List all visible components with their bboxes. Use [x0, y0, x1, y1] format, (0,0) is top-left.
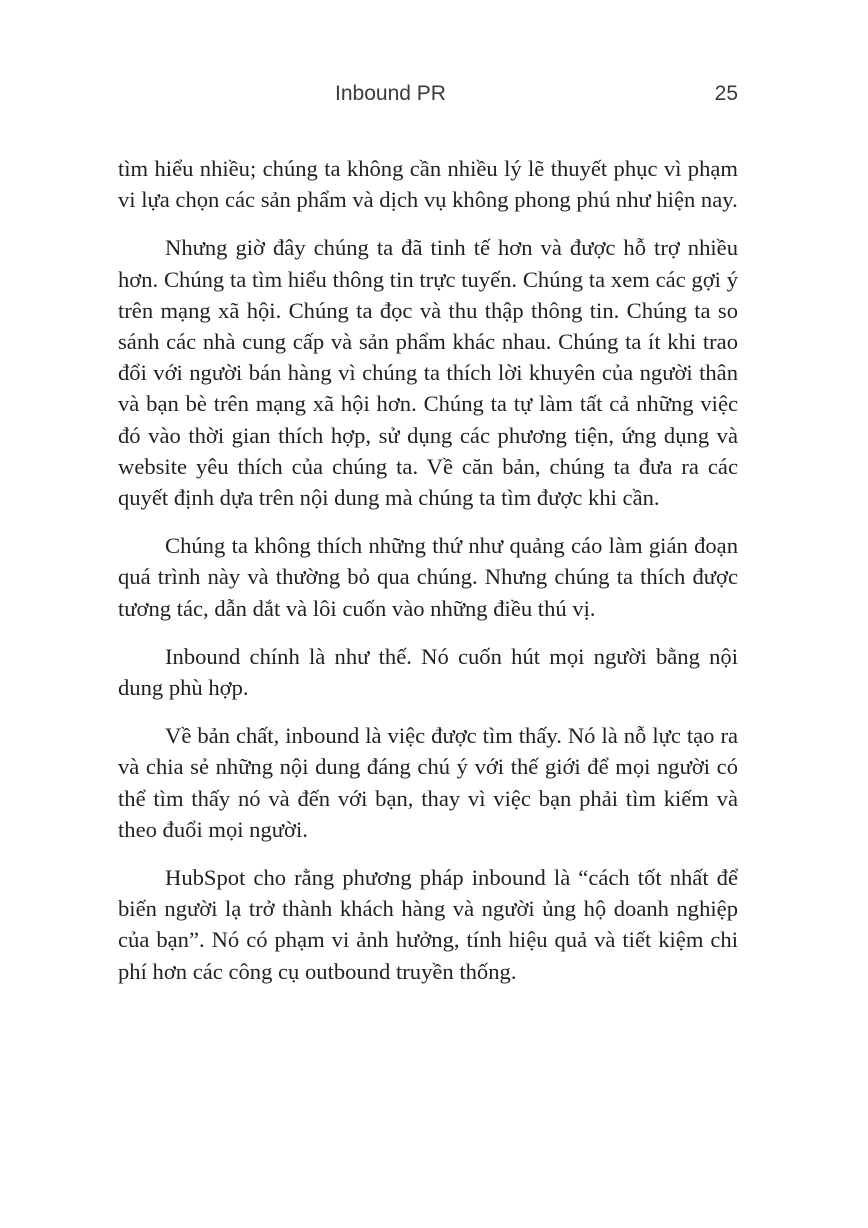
paragraph: HubSpot cho rằng phương pháp inbound là “cách tốt nhất để biến người lạ trở thành khách hàng và người ủng hộ doanh nghiệp của bạn”. Nó có phạm vi ảnh hưởng, tính hiệu quả và tiết kiệm chi phí hơn các công cụ outbound truyền thống.: [118, 865, 738, 984]
paragraph: tìm hiểu nhiều; chúng ta không cần nhiều lý lẽ thuyết phục vì phạm vi lựa chọn các sản phẩm và dịch vụ không phong phú như hiện nay.: [118, 156, 738, 213]
page-number: 25: [714, 82, 738, 105]
body-text: [118, 153, 738, 1004]
running-title: Inbound PR: [335, 82, 446, 105]
paragraph: Nhưng giờ đây chúng ta đã tinh tế hơn và được hỗ trợ nhiều hơn. Chúng ta tìm hiểu thông tin trực tuyến. Chúng ta xem các gợi ý trên mạng xã hội. Chúng ta đọc và thu thập thông tin. Chúng ta so sánh các nhà cung cấp và sản phẩm khác nhau. Chúng ta ít khi trao đổi với người bán hàng vì chúng ta thích lời khuyên của người thân và bạn bè trên mạng xã hội hơn. Chúng ta tự làm tất cả những việc đó vào thời gian thích hợp, sử dụng các phương tiện, ứng dụng và website yêu thích của chúng ta. Về căn bản, chúng ta đưa ra các quyết định dựa trên nội dung mà chúng ta tìm được khi cần.: [118, 235, 738, 511]
paragraph: Chúng ta không thích những thứ như quảng cáo làm gián đoạn quá trình này và thường bỏ qua chúng. Nhưng chúng ta thích được tương tác, dẫn dắt và lôi cuốn vào những điều thú vị.: [118, 533, 738, 621]
paragraph: Về bản chất, inbound là việc được tìm thấy. Nó là nỗ lực tạo ra và chia sẻ những nội dung đáng chú ý với thế giới để mọi người có thể tìm thấy nó và đến với bạn, thay vì việc bạn phải tìm kiếm và theo đuổi mọi người.: [118, 723, 738, 842]
page-header: [118, 82, 738, 112]
paragraph: Inbound chính là như thế. Nó cuốn hút mọi người bằng nội dung phù hợp.: [118, 643, 738, 701]
